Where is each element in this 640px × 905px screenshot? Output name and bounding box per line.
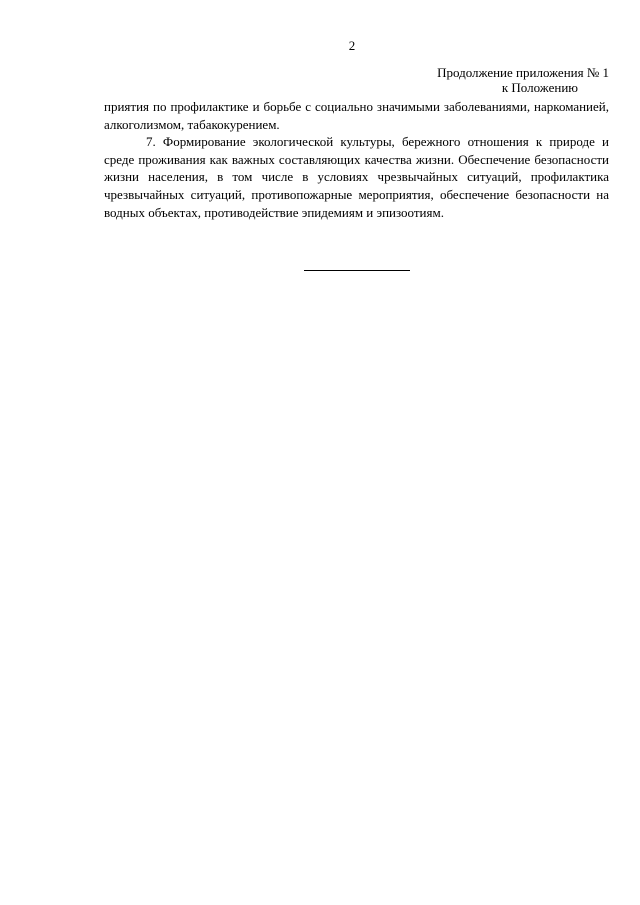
body-text: [104, 98, 609, 221]
page-number: 2: [348, 38, 356, 53]
appendix-header-line-2: к Положению: [501, 80, 578, 95]
paragraph-continuation: приятия по профилактике и борьбе с социально значимыми заболеваниями, наркоманией, алкоголизмом, табакокурением.: [104, 99, 609, 132]
appendix-header-line-1: Продолжение приложения № 1: [437, 65, 609, 80]
paragraph-item-7: 7. Формирование экологической культуры, бережного отношения к природе и среде проживания как важных составляющих качества жизни. Обеспечение безопасности жизни населения, в том числе в условиях чрезвычайных ситуаций, профилактика чрезвычайных ситуаций, противопожарные мероприятия, обеспечение безопасности на водных объектах, противодействие эпидемиям и эпизоотиям.: [104, 134, 609, 220]
end-separator-line: [304, 270, 410, 271]
appendix-header: [369, 65, 609, 95]
